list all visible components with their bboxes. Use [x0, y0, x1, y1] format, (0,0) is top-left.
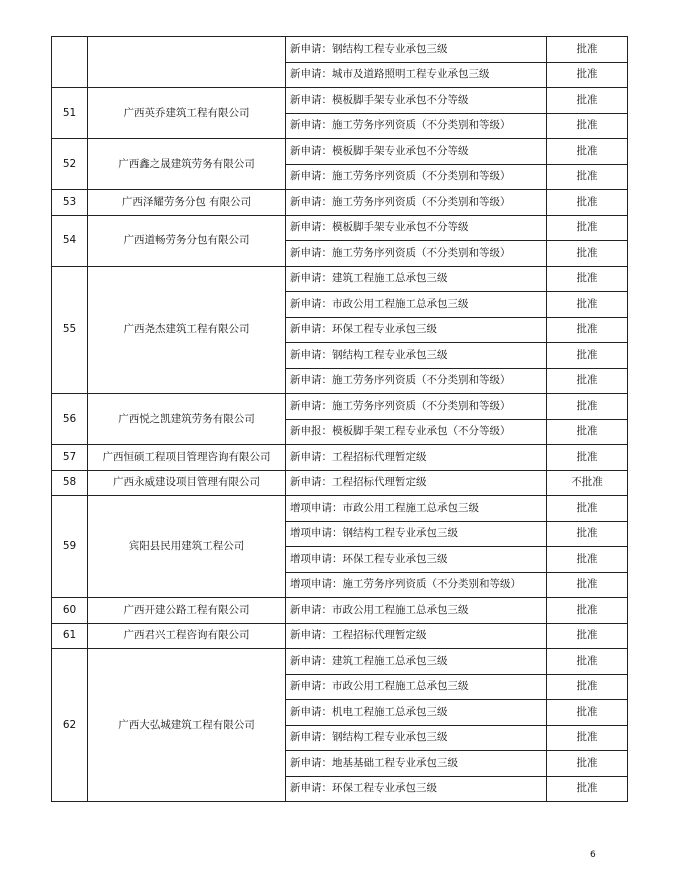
application-item: 新申请：钢结构工程专业承包三级: [286, 343, 547, 369]
company-name: [88, 37, 286, 88]
table-row: [52, 394, 628, 420]
application-item: 新申请：城市及道路照明工程专业承包三级: [286, 62, 547, 88]
row-number: 53: [52, 190, 88, 216]
application-item: 新申请：施工劳务序列资质（不分类别和等级）: [286, 113, 547, 139]
company-name: 广西君兴工程咨询有限公司: [88, 623, 286, 649]
table-row: [52, 470, 628, 496]
approval-result: 批准: [547, 419, 628, 445]
row-number: 51: [52, 88, 88, 139]
table-row: [52, 623, 628, 649]
approval-result: 批准: [547, 317, 628, 343]
application-item: 新申报：模板脚手架工程专业承包（不分等级）: [286, 419, 547, 445]
approval-result: 批准: [547, 445, 628, 471]
company-name: 广西悦之凯建筑劳务有限公司: [88, 394, 286, 445]
table-row: [52, 649, 628, 675]
approval-result: 批准: [547, 368, 628, 394]
page-number: 6: [590, 850, 596, 860]
application-item: 增项申请：市政公用工程施工总承包三级: [286, 496, 547, 522]
application-item: 新申请：市政公用工程施工总承包三级: [286, 292, 547, 318]
approval-result: 批准: [547, 113, 628, 139]
company-name: 广西大弘城建筑工程有限公司: [88, 649, 286, 802]
row-number: 54: [52, 215, 88, 266]
approval-result: 批准: [547, 394, 628, 420]
application-item: 增项申请：钢结构工程专业承包三级: [286, 521, 547, 547]
company-name: 广西恒硕工程项目管理咨询有限公司: [88, 445, 286, 471]
application-item: 新申请：建筑工程施工总承包三级: [286, 649, 547, 675]
approval-result: 批准: [547, 190, 628, 216]
table-row: [52, 266, 628, 292]
approval-result: 批准: [547, 37, 628, 63]
application-item: 新申请：施工劳务序列资质（不分类别和等级）: [286, 190, 547, 216]
application-item: 新申请：工程招标代理暂定级: [286, 445, 547, 471]
approval-result: 批准: [547, 751, 628, 777]
application-item: 新申请：市政公用工程施工总承包三级: [286, 674, 547, 700]
approval-result: 不批准: [547, 470, 628, 496]
application-item: 新申请：工程招标代理暂定级: [286, 470, 547, 496]
application-item: 增项申请：施工劳务序列资质（不分类别和等级）: [286, 572, 547, 598]
approval-result: 批准: [547, 623, 628, 649]
approval-result: 批准: [547, 266, 628, 292]
row-number: 61: [52, 623, 88, 649]
application-item: 新申请：施工劳务序列资质（不分类别和等级）: [286, 164, 547, 190]
row-number: 55: [52, 266, 88, 394]
approval-table: [51, 36, 628, 802]
application-item: 新申请：模板脚手架专业承包不分等级: [286, 88, 547, 114]
approval-result: 批准: [547, 649, 628, 675]
application-item: 增项申请：环保工程专业承包三级: [286, 547, 547, 573]
company-name: 广西尧杰建筑工程有限公司: [88, 266, 286, 394]
approval-result: 批准: [547, 139, 628, 165]
application-item: 新申请：施工劳务序列资质（不分类别和等级）: [286, 394, 547, 420]
company-name: 宾阳县民用建筑工程公司: [88, 496, 286, 598]
approval-result: 批准: [547, 88, 628, 114]
row-number: 52: [52, 139, 88, 190]
approval-result: 批准: [547, 547, 628, 573]
table-row: [52, 139, 628, 165]
application-item: 新申请：模板脚手架专业承包不分等级: [286, 215, 547, 241]
table-row: [52, 496, 628, 522]
approval-result: 批准: [547, 674, 628, 700]
application-item: 新申请：施工劳务序列资质（不分类别和等级）: [286, 241, 547, 267]
application-item: 新申请：市政公用工程施工总承包三级: [286, 598, 547, 624]
row-number: 59: [52, 496, 88, 598]
table-body: [52, 37, 628, 802]
application-item: 新申请：建筑工程施工总承包三级: [286, 266, 547, 292]
application-item: 新申请：钢结构工程专业承包三级: [286, 37, 547, 63]
approval-result: 批准: [547, 215, 628, 241]
table-row: [52, 215, 628, 241]
table-row: [52, 598, 628, 624]
application-item: 新申请：环保工程专业承包三级: [286, 317, 547, 343]
table-row: [52, 88, 628, 114]
company-name: 广西英乔建筑工程有限公司: [88, 88, 286, 139]
application-item: 新申请：机电工程施工总承包三级: [286, 700, 547, 726]
approval-result: 批准: [547, 496, 628, 522]
row-number: [52, 37, 88, 88]
approval-result: 批准: [547, 521, 628, 547]
application-item: 新申请：模板脚手架专业承包不分等级: [286, 139, 547, 165]
approval-result: 批准: [547, 241, 628, 267]
company-name: 广西泽耀劳务分包 有限公司: [88, 190, 286, 216]
approval-result: 批准: [547, 598, 628, 624]
row-number: 57: [52, 445, 88, 471]
approval-result: 批准: [547, 164, 628, 190]
application-item: 新申请：地基基础工程专业承包三级: [286, 751, 547, 777]
approval-result: 批准: [547, 343, 628, 369]
application-item: 新申请：工程招标代理暂定级: [286, 623, 547, 649]
application-item: 新申请：钢结构工程专业承包三级: [286, 725, 547, 751]
approval-result: 批准: [547, 62, 628, 88]
approval-result: 批准: [547, 572, 628, 598]
row-number: 60: [52, 598, 88, 624]
approval-result: 批准: [547, 776, 628, 802]
company-name: 广西永威建设项目管理有限公司: [88, 470, 286, 496]
company-name: 广西道畅劳务分包有限公司: [88, 215, 286, 266]
approval-result: 批准: [547, 725, 628, 751]
row-number: 58: [52, 470, 88, 496]
table-row: [52, 190, 628, 216]
company-name: 广西鑫之晟建筑劳务有限公司: [88, 139, 286, 190]
row-number: 56: [52, 394, 88, 445]
approval-result: 批准: [547, 700, 628, 726]
approval-result: 批准: [547, 292, 628, 318]
application-item: 新申请：施工劳务序列资质（不分类别和等级）: [286, 368, 547, 394]
table-row: [52, 445, 628, 471]
row-number: 62: [52, 649, 88, 802]
table-row: [52, 37, 628, 63]
application-item: 新申请：环保工程专业承包三级: [286, 776, 547, 802]
company-name: 广西开建公路工程有限公司: [88, 598, 286, 624]
